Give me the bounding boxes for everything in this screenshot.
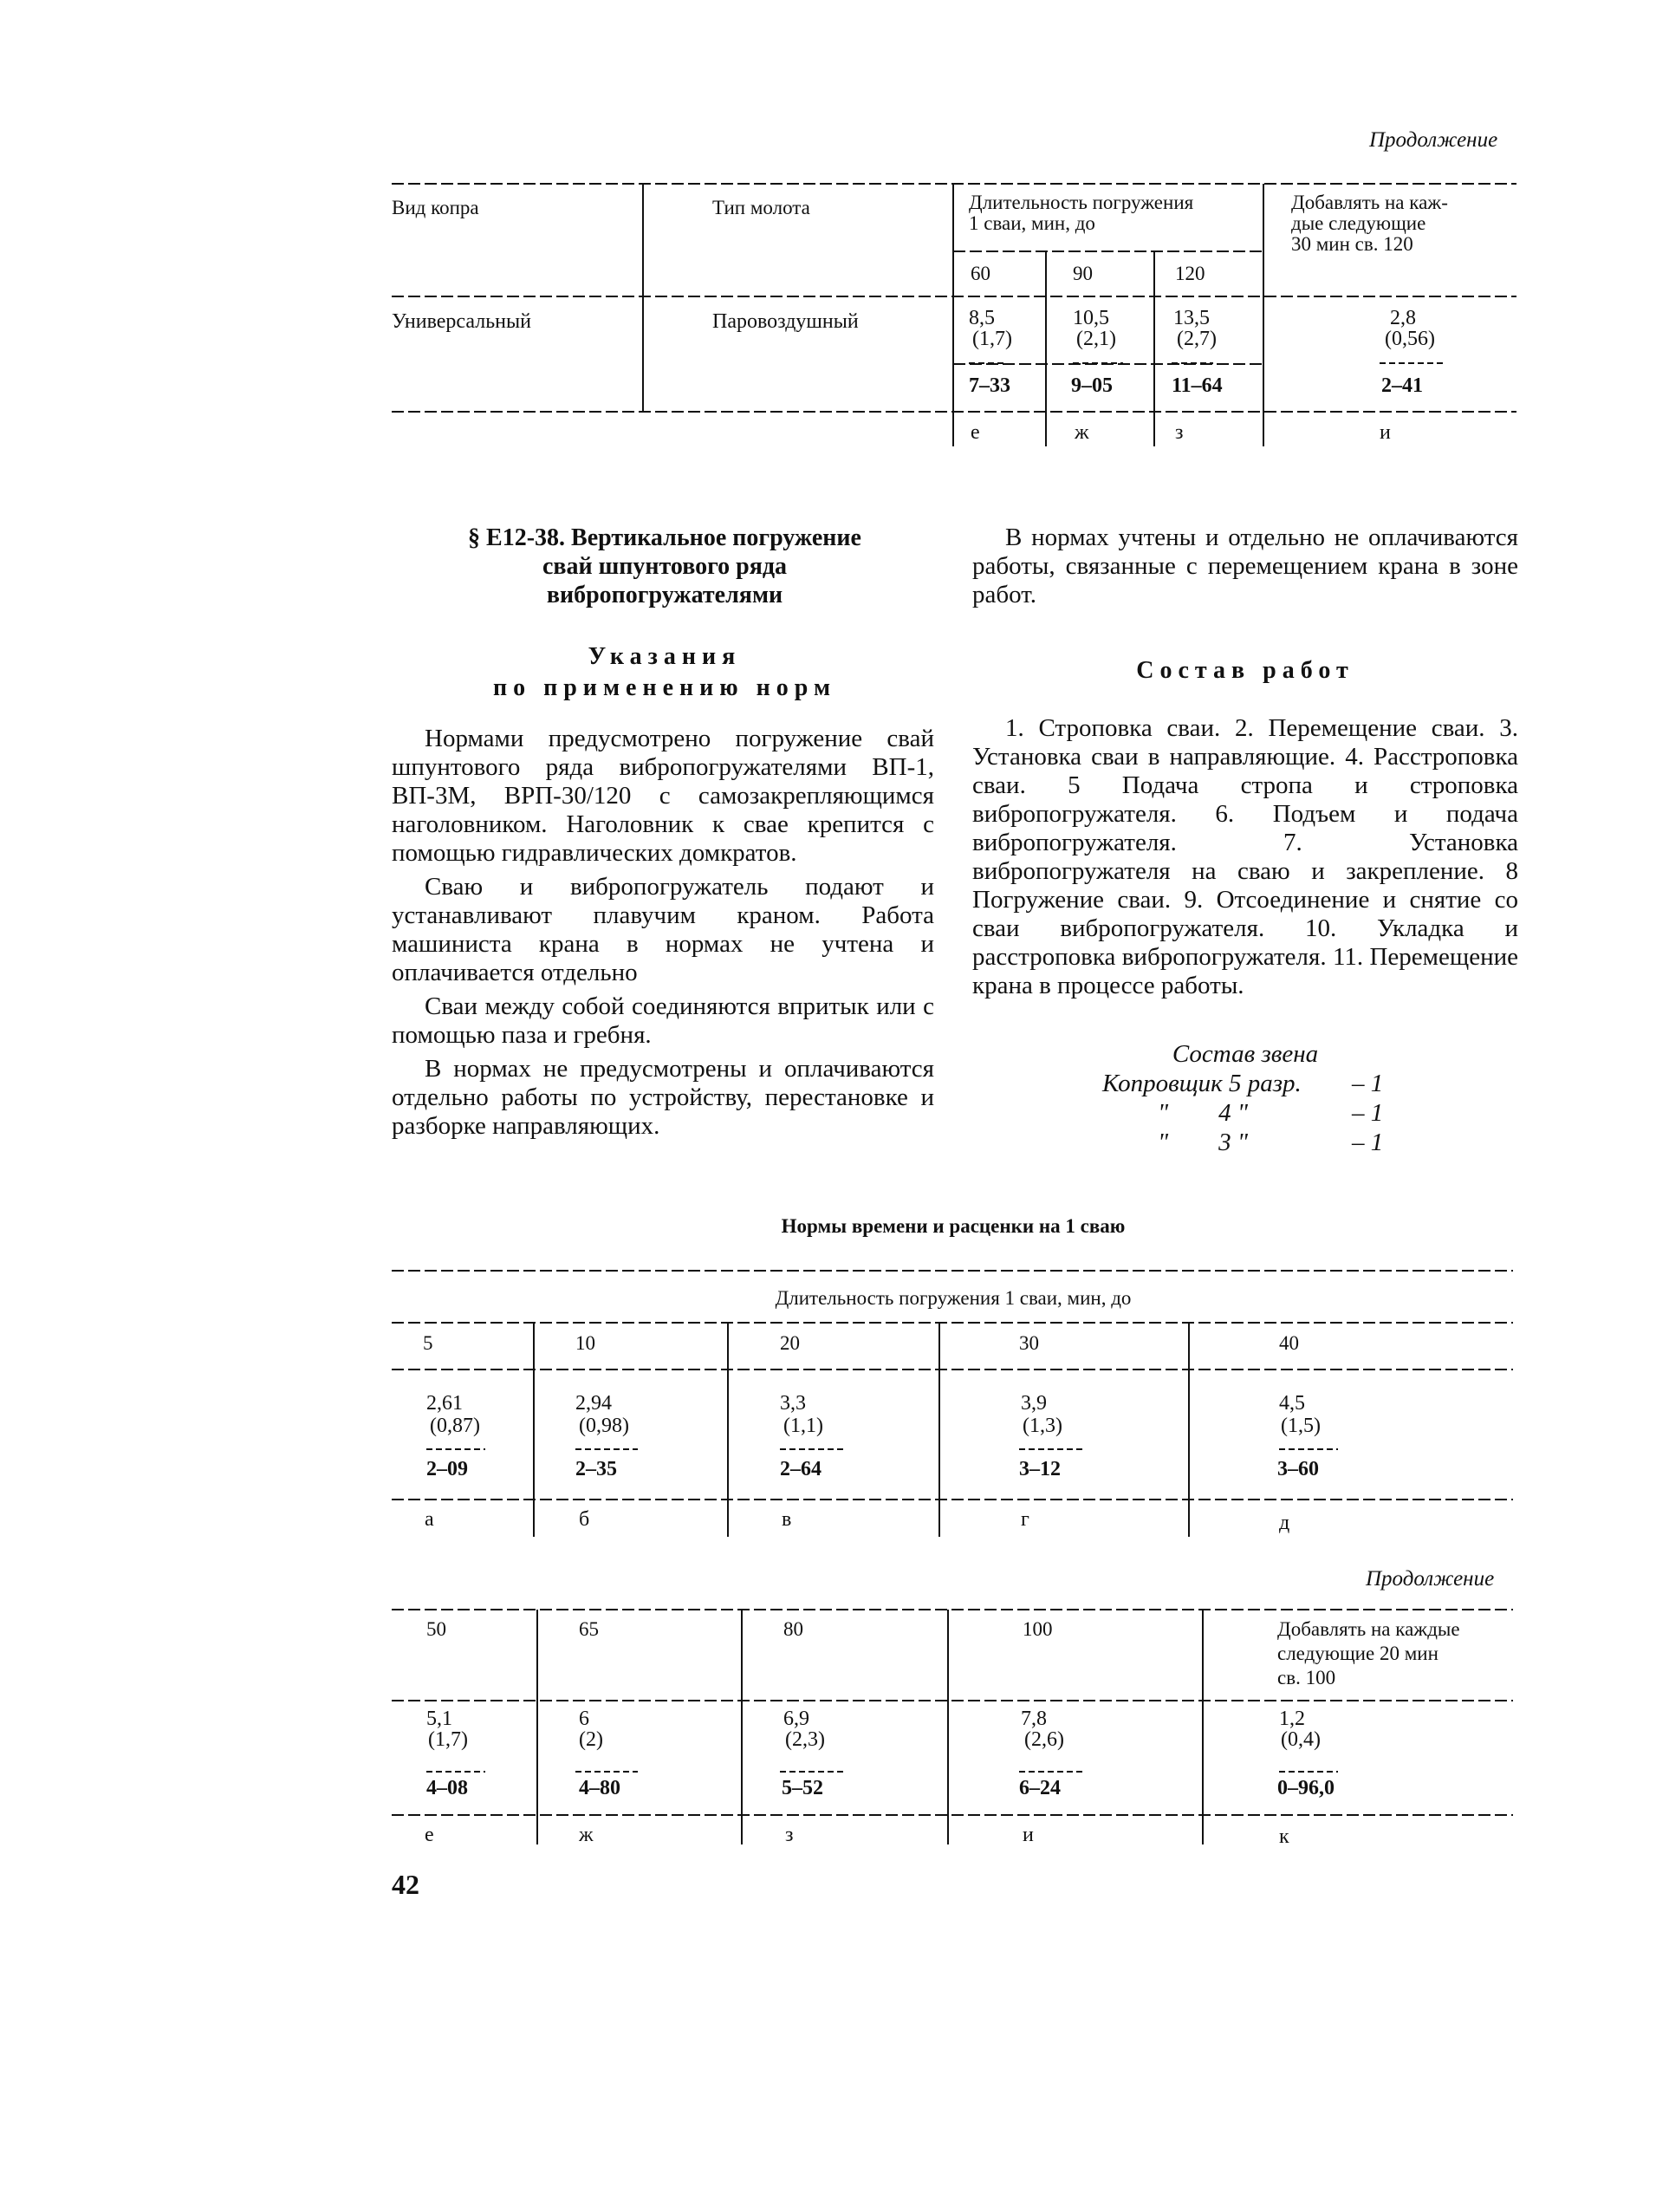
paragraph: Нормами предусмотрено погружение свай шпунтового ряда вибропогружателями ВП-1, ВП-3М, ВРП-30/120 с самозакрепляющимся наголовником. Наголовник к свае крепится с помощью гидравлических домкратов.: [392, 725, 934, 867]
cell-sub: (1,1): [783, 1415, 823, 1437]
column-letter: з: [785, 1824, 794, 1846]
cell-rate: 0–96,0: [1277, 1777, 1335, 1799]
cell-rate: 4–80: [579, 1777, 620, 1799]
column-head: 100: [1023, 1618, 1053, 1640]
cell-time: 5,1: [426, 1708, 452, 1730]
cell-rate: 4–08: [426, 1777, 468, 1799]
cell-time: 13,5: [1173, 307, 1210, 329]
cell-time: 7,8: [1021, 1708, 1047, 1730]
crew-row: Копровщик 5 разр.: [1102, 1070, 1302, 1097]
subheader-60: 60: [971, 263, 990, 284]
cell-rate: 6–24: [1019, 1777, 1061, 1799]
paragraph: В нормах учтены и отдельно не оплачиваются работы, связанные с перемещением крана в зоне работ.: [972, 524, 1518, 608]
cell-sub: (2,1): [1076, 328, 1116, 350]
cell-time: 1,2: [1279, 1708, 1305, 1730]
column-letter: ж: [1075, 421, 1089, 444]
cell-sub: (2,7): [1177, 328, 1217, 350]
cell-time: 8,5: [969, 307, 995, 329]
works-text: [972, 714, 1518, 1000]
column-letter: в: [782, 1508, 792, 1531]
subheader-90: 90: [1073, 263, 1093, 284]
cell-rate: 3–12: [1019, 1458, 1061, 1480]
right-intro: [972, 524, 1518, 609]
cell-time: 4,5: [1279, 1392, 1305, 1415]
cell-time: 10,5: [1073, 307, 1109, 329]
column-head: 65: [579, 1618, 599, 1640]
column-head: 10: [575, 1332, 595, 1354]
crew-count: – 1: [1352, 1070, 1384, 1097]
cell-time: 2,61: [426, 1392, 463, 1415]
cell-rate: 7–33: [969, 374, 1010, 397]
continuation-label: Продолжение: [1369, 128, 1498, 152]
cell-sub: (2,3): [785, 1728, 825, 1751]
cell-sub: (0,4): [1281, 1728, 1321, 1751]
works-heading: Состав работ: [1136, 657, 1354, 684]
cell-rate: 2–41: [1381, 374, 1423, 397]
cell-time: 6,9: [783, 1708, 809, 1730]
cell-time: 6: [579, 1708, 589, 1730]
instructions-heading: Указания: [588, 643, 742, 670]
row-pile-driver: Универсальный: [392, 310, 531, 333]
cell-sub: (0,98): [579, 1415, 629, 1437]
paragraph: Сваи между собой соединяются впритык или с помощью паза и гребня.: [392, 992, 934, 1049]
crew-heading: Состав звена: [1172, 1040, 1319, 1068]
column-head: 50: [426, 1618, 446, 1640]
column-head: Добавлять на каждые следующие 20 мин св. 100: [1277, 1618, 1460, 1688]
cell-sub: (1,7): [972, 328, 1012, 350]
cell-time: 3,3: [780, 1392, 806, 1415]
paragraph: Сваю и вибропогружатель подают и устанавливают плавучим краном. Работа машиниста крана в нормах не учтена и оплачивается отдельно: [392, 873, 934, 986]
cell-rate: 2–64: [780, 1458, 822, 1480]
cell-rate: 2–35: [575, 1458, 617, 1480]
cell-rate: 2–09: [426, 1458, 468, 1480]
section-title: § Е12-38. Вертикальное погружение свай шпунтового ряда вибропогружателями: [468, 524, 861, 608]
column-letter: б: [579, 1508, 590, 1531]
crew-count: – 1: [1352, 1129, 1384, 1156]
instructions-subheading: по применению норм: [492, 674, 837, 701]
cell-sub: (0,56): [1385, 328, 1435, 350]
column-head: 5: [423, 1332, 433, 1354]
crew-row: " 3 ": [1158, 1129, 1249, 1156]
column-header-add: Добавлять на каж- дые следующие 30 мин св. 120: [1291, 192, 1448, 255]
continuation-label: Продолжение: [1366, 1567, 1495, 1591]
column-letter: к: [1279, 1825, 1289, 1848]
column-letter: ж: [579, 1824, 594, 1846]
paragraph: В нормах не предусмотрены и оплачиваются отдельно работы по устройству, перестановке и разборке направляющих.: [392, 1055, 934, 1140]
page-number: 42: [392, 1869, 419, 1900]
cell-sub: (1,7): [428, 1728, 468, 1751]
cell-rate: 3–60: [1277, 1458, 1319, 1480]
cell-sub: (1,5): [1281, 1415, 1321, 1437]
column-head: 30: [1019, 1332, 1039, 1354]
cell-sub: (2,6): [1024, 1728, 1064, 1751]
column-letter: д: [1279, 1512, 1290, 1534]
cell-time: 2,94: [575, 1392, 612, 1415]
paragraph: 1. Строповка сваи. 2. Перемещение сваи. 3. Установка сваи в направляющие. 4. Расстроповка сваи. 5 Подача стропа и строповка вибропогружателя. 6. Подъем и подача вибропогружателя. 7. Установка вибропогружателя на сваю и закрепление. 8 Погружение сваи. 9. Отсоединение и снятие со сваи вибропогружателя. 10. Укладка и расстроповка вибропогружателя. 11. Перемещение крана в процессе работы.: [972, 714, 1518, 999]
column-letter: з: [1175, 421, 1184, 444]
cell-rate: 9–05: [1071, 374, 1113, 397]
column-letter: а: [425, 1508, 434, 1531]
column-header-pile-driver: Вид копра: [392, 197, 479, 218]
table-caption: Нормы времени и расценки на 1 сваю: [781, 1215, 1126, 1237]
row-hammer-type: Паровоздушный: [712, 310, 859, 333]
column-letter: е: [971, 421, 980, 444]
crew-row: " 4 ": [1158, 1099, 1249, 1127]
cell-sub: (1,3): [1023, 1415, 1062, 1437]
column-letter: и: [1380, 421, 1391, 444]
column-head: 40: [1279, 1332, 1299, 1354]
subheader-120: 120: [1175, 263, 1205, 284]
column-letter: е: [425, 1824, 434, 1846]
cell-rate: 5–52: [782, 1777, 823, 1799]
instructions-text: [392, 725, 934, 1141]
column-header-hammer-type: Тип молота: [712, 197, 810, 218]
column-letter: г: [1021, 1508, 1029, 1531]
column-head: 80: [783, 1618, 803, 1640]
cell-sub: (0,87): [430, 1415, 480, 1437]
cell-time: 3,9: [1021, 1392, 1047, 1415]
cell-time: 2,8: [1390, 307, 1416, 329]
column-head: 20: [780, 1332, 800, 1354]
column-letter: и: [1023, 1824, 1034, 1846]
cell-sub: (2): [579, 1728, 603, 1751]
column-header-duration: Длительность погружения 1 сваи, мин, до: [969, 192, 1194, 234]
crew-count: – 1: [1352, 1099, 1384, 1127]
cell-rate: 11–64: [1172, 374, 1223, 397]
table-header: Длительность погружения 1 сваи, мин, до: [775, 1287, 1132, 1309]
